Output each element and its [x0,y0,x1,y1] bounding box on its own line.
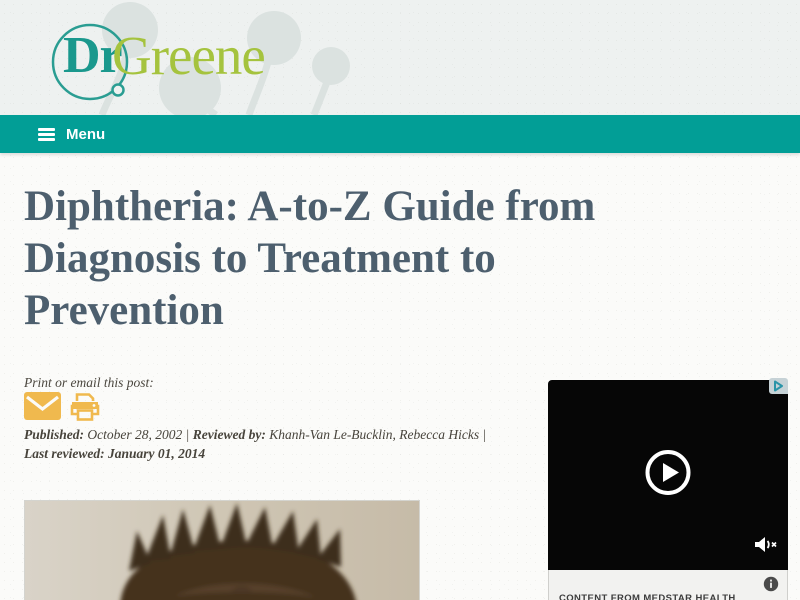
share-icons [24,392,101,427]
title-line-3: Prevention [24,287,224,334]
byline-reviewed-label: Reviewed by: [192,427,266,442]
logo-text-dr: Dr [63,27,122,84]
page-title [24,181,744,337]
site-header [0,0,800,115]
article-photo [24,500,420,600]
info-icon [763,576,779,592]
adchoices-button[interactable] [769,378,788,394]
mute-button[interactable] [754,536,778,558]
adchoices-icon [773,380,785,392]
print-icon [69,392,101,422]
play-button[interactable] [644,449,692,502]
byline-reviewers: Khanh-Van Le-Bucklin, Rebecca Hicks | [265,427,487,442]
site-logo[interactable] [30,0,360,115]
video-ad-unit [548,380,788,600]
title-line-1: Diphtheria: A-to-Z Guide from [24,183,596,230]
photo-man-head [25,501,419,600]
ad-info-button[interactable] [763,576,779,597]
byline-last-reviewed: Last reviewed: January 01, 2014 [24,446,206,461]
byline-published-date: October 28, 2002 | [84,427,193,442]
play-icon [644,449,692,497]
logo-text-greene: Greene [112,25,265,86]
byline-published-label: Published: [24,427,85,442]
ad-sponsor-strip [548,570,788,600]
print-button[interactable] [69,392,101,427]
ad-sponsor-label: CONTENT FROM MEDSTAR HEALTH [559,593,736,600]
title-line-2: Diagnosis to Treatment to [24,235,496,282]
email-icon [24,392,61,420]
byline [24,425,510,463]
menu-button[interactable] [38,126,105,143]
menu-bar [0,115,800,153]
hamburger-icon [38,128,55,141]
menu-label: Menu [66,125,106,143]
article-content [0,153,800,600]
muted-speaker-icon [754,536,778,553]
ad-video-player[interactable] [548,380,788,570]
email-button[interactable] [24,392,61,425]
share-prompt: Print or email this post: [24,375,154,390]
